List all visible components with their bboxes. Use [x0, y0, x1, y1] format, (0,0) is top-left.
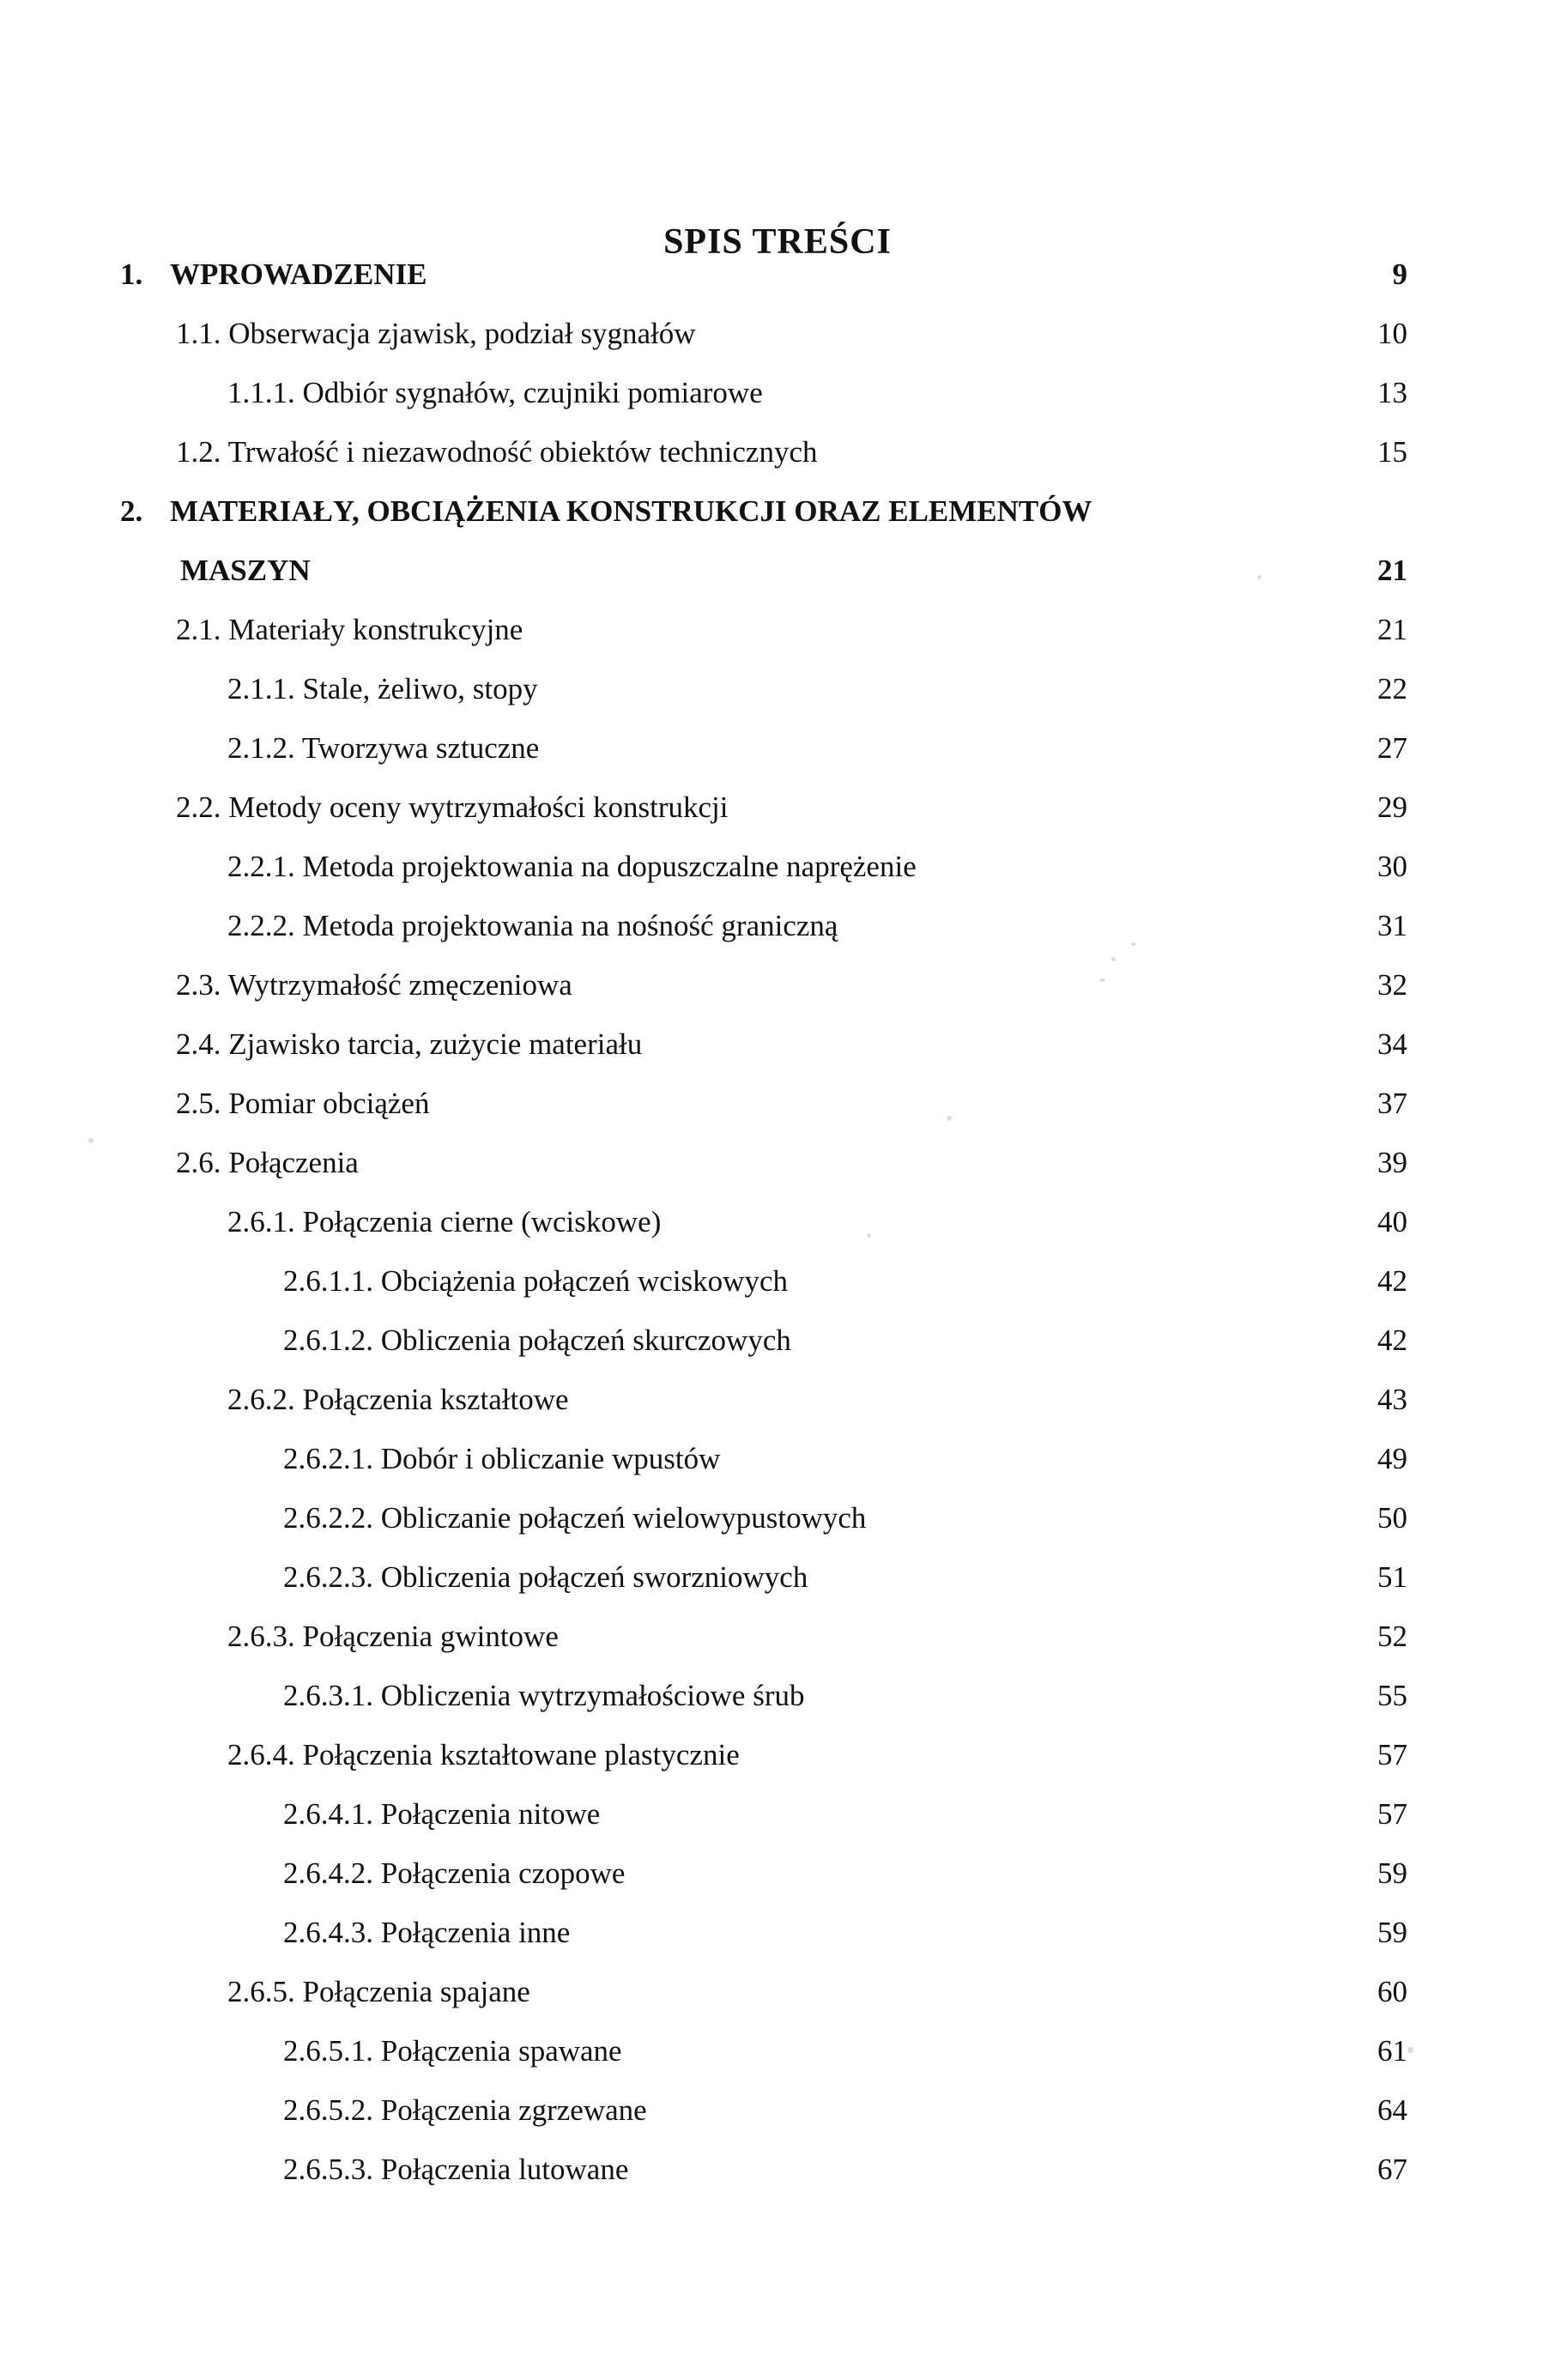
toc-entry-label: [283, 1264, 788, 1299]
toc-entry-number: 2.6.4.3.: [283, 1916, 373, 1949]
toc-entry-text: Połączenia: [228, 1146, 359, 1179]
toc-entry[interactable]: [120, 1975, 1433, 2034]
toc-entry-text: Połączenia zgrzewane: [380, 2093, 647, 2127]
toc-entry-text: Odbiór sygnałów, czujniki pomiarowe: [302, 376, 763, 409]
toc-entry-text: Pomiar obciążeń: [228, 1087, 430, 1120]
toc-entry-spacer: [295, 376, 303, 409]
toc-entry-label: [227, 850, 917, 884]
scan-speck: [1131, 942, 1136, 946]
toc-entry-label: [227, 672, 538, 706]
toc-entry-number: 2.4.: [176, 1027, 221, 1061]
toc-entry-text: Połączenia spawane: [380, 2034, 622, 2068]
toc-entry[interactable]: [120, 731, 1433, 790]
toc-entry-text: WPROWADZENIE: [170, 257, 427, 291]
toc-entry-page-number: 43: [1377, 1383, 1407, 1416]
toc-entry-page-number: 60: [1377, 1975, 1407, 2008]
toc-entry[interactable]: [120, 1383, 1433, 1442]
scan-speck: [88, 1138, 94, 1143]
toc-entry-page-number: 13: [1377, 376, 1407, 409]
toc-entry-page-number: 39: [1377, 1146, 1407, 1179]
toc-entry-page-number: 52: [1377, 1620, 1407, 1653]
toc-entry-text: Połączenia cierne (wciskowe): [302, 1205, 662, 1238]
toc-entry-label: [120, 494, 1092, 529]
toc-entry-label: [283, 2093, 647, 2128]
toc-entry[interactable]: [120, 909, 1433, 968]
toc-entry-text: Obliczenia połączeń sworzniowych: [380, 1560, 808, 1594]
scan-speck: [867, 1233, 871, 1238]
toc-entry-page-number: 42: [1377, 1264, 1407, 1298]
toc-entry-spacer: [221, 613, 229, 646]
toc-entry-label: [176, 1027, 642, 1062]
toc-entry-text: Stale, żeliwo, stopy: [302, 672, 538, 706]
toc-entry-text: Połączenia kształtowane plastycznie: [302, 1738, 740, 1771]
toc-entry-text: Połączenia gwintowe: [302, 1620, 559, 1653]
toc-entry-page-number: 21: [1377, 554, 1407, 587]
toc-entry-page-number: 50: [1377, 1501, 1407, 1535]
toc-entry-spacer: [295, 672, 303, 706]
toc-entry-spacer: [221, 968, 228, 1002]
toc-entry-spacer: [373, 1916, 381, 1949]
toc-entry-label: [176, 613, 523, 647]
toc-entry-text: Metoda projektowania na dopuszczalne naprężenie: [302, 850, 917, 883]
toc-entry-label: [176, 968, 572, 1002]
toc-entry-text: MATERIAŁY, OBCIĄŻENIA KONSTRUKCJI ORAZ ELEMENTÓW: [170, 494, 1092, 528]
toc-entry-label: [283, 2034, 622, 2068]
toc-entry-spacer: [373, 1323, 381, 1357]
toc-entry-number: 2.6.3.1.: [283, 1679, 373, 1712]
toc-entry-number: 2.1.2.: [227, 731, 295, 765]
toc-entry-text: Połączenia spajane: [302, 1975, 530, 2008]
toc-entry-spacer: [221, 790, 229, 824]
toc-entry-page-number: 37: [1377, 1087, 1407, 1120]
toc-entry-number: 2.6.4.1.: [283, 1797, 373, 1831]
scan-speck: [1257, 575, 1262, 579]
toc-entry[interactable]: [120, 1560, 1433, 1620]
page-title: SPIS TREŚCI: [663, 222, 892, 262]
toc-entry-spacer: [373, 1856, 381, 1890]
toc-entry-text: Połączenia inne: [380, 1916, 571, 1949]
toc-entry-page-number: 57: [1377, 1738, 1407, 1771]
toc-entry-spacer: [221, 1027, 229, 1061]
toc-entry-page-number: 57: [1377, 1797, 1407, 1831]
toc-entry[interactable]: [120, 1027, 1433, 1087]
toc-entry-page-number: 59: [1377, 1856, 1407, 1890]
toc-entry-page-number: 67: [1377, 2153, 1407, 2186]
toc-entry-label: [283, 1501, 866, 1535]
toc-entry-number: 2.6.1.1.: [283, 1264, 373, 1298]
toc-entry-number: 1.1.1.: [227, 376, 295, 409]
toc-entry-number: 2.6.2.3.: [283, 1560, 373, 1594]
toc-entry-label: [180, 554, 311, 588]
toc-entry-spacer: [373, 1501, 381, 1535]
toc-entry[interactable]: [120, 1620, 1433, 1679]
toc-entry-page-number: 21: [1377, 613, 1407, 646]
toc-entry-page-number: 31: [1377, 909, 1407, 942]
toc-entry-text: Połączenia kształtowe: [302, 1383, 569, 1416]
toc-entry-label: [283, 1560, 808, 1595]
toc-entry[interactable]: [120, 376, 1433, 435]
toc-entry-label: [283, 1442, 720, 1476]
toc-entry-spacer: [295, 1205, 303, 1238]
toc-entry-label: [227, 1620, 559, 1654]
toc-entry-spacer: [221, 1146, 229, 1179]
toc-entry[interactable]: [120, 1323, 1433, 1383]
toc-entry[interactable]: [120, 1205, 1433, 1264]
toc-entry-number: 2.5.: [176, 1087, 221, 1120]
toc-entry-text: Obserwacja zjawisk, podział sygnałów: [228, 317, 696, 350]
toc-entry-label: [176, 1087, 429, 1121]
toc-entry-page-number: 61: [1377, 2034, 1407, 2068]
toc-entry-label: [227, 1205, 661, 1239]
toc-entry-label: [227, 1738, 740, 1772]
toc-entry[interactable]: [120, 2153, 1433, 2212]
toc-entry-number: 2.2.: [176, 790, 221, 824]
toc-entry-number: 2.: [120, 494, 143, 528]
toc-entry-number: 1.2.: [176, 435, 221, 469]
toc-entry-text: Dobór i obliczanie wpustów: [380, 1442, 721, 1475]
toc-entry[interactable]: [120, 968, 1433, 1027]
scan-speck: [947, 1116, 952, 1121]
toc-entry-spacer: [373, 1560, 381, 1594]
toc-entry-spacer: [221, 435, 228, 469]
toc-entry-page-number: 29: [1377, 790, 1407, 824]
toc-entry[interactable]: [120, 1501, 1433, 1560]
toc-entry-number: 2.6.5.3.: [283, 2153, 373, 2186]
toc-entry-text: Połączenia nitowe: [380, 1797, 601, 1831]
toc-entry-number: 1.1.: [176, 317, 221, 350]
toc-entry-number: 2.6.4.2.: [283, 1856, 373, 1890]
toc-entry-page-number: 64: [1377, 2093, 1407, 2127]
toc-entry-text: Obliczenia wytrzymałościowe śrub: [380, 1679, 805, 1712]
toc-entry[interactable]: [120, 1679, 1433, 1738]
toc-entry-spacer: [373, 1797, 381, 1831]
toc-entry[interactable]: [120, 1916, 1433, 1975]
toc-entry[interactable]: [120, 1738, 1433, 1797]
toc-entry-spacer: [373, 1264, 381, 1298]
toc-entry-page-number: 22: [1377, 672, 1407, 706]
toc-entry-number: 2.6.5.1.: [283, 2034, 373, 2068]
toc-entry-label: [283, 1797, 600, 1832]
toc-entry-label: [283, 1323, 791, 1358]
toc-entry-spacer: [373, 2153, 381, 2186]
toc-entry[interactable]: [120, 1856, 1433, 1916]
toc-entry-spacer: [373, 1442, 381, 1475]
toc-entry-page-number: 9: [1392, 257, 1407, 291]
toc-entry-number: 2.6.2.1.: [283, 1442, 373, 1475]
toc-entry-text: Materiały konstrukcyjne: [228, 613, 523, 646]
scan-speck: [1407, 2047, 1413, 2053]
toc-entry-spacer: [373, 2093, 381, 2127]
toc-entry-page-number: 49: [1377, 1442, 1407, 1475]
toc-entry-number: 2.6.5.2.: [283, 2093, 373, 2127]
toc-entry-text: Wytrzymałość zmęczeniowa: [227, 968, 572, 1002]
toc-entry-number: 2.6.: [176, 1146, 221, 1179]
toc-entry-page-number: 59: [1377, 1916, 1407, 1949]
toc-entry-page-number: 32: [1377, 968, 1407, 1002]
toc-entry[interactable]: [120, 613, 1433, 672]
toc-entry-text: Zjawisko tarcia, zużycie materiału: [228, 1027, 643, 1061]
toc-entry[interactable]: [120, 1146, 1433, 1205]
toc-entry-text: MASZYN: [180, 554, 311, 587]
toc-entry-spacer: [221, 1087, 229, 1120]
toc-entry[interactable]: [120, 1264, 1433, 1323]
toc-entry[interactable]: [120, 850, 1433, 909]
toc-entry-label: [227, 1383, 569, 1417]
toc-entry-page-number: 15: [1377, 435, 1407, 469]
toc-entry-number: 2.6.2.2.: [283, 1501, 373, 1535]
toc-entry-label: [227, 731, 539, 766]
toc-entry[interactable]: [120, 790, 1433, 850]
toc-entry-number: 2.6.4.: [227, 1738, 295, 1771]
toc-entry-text: Obciążenia połączeń wciskowych: [380, 1264, 788, 1298]
toc-entry-number: 2.6.5.: [227, 1975, 295, 2008]
toc-entry[interactable]: [120, 1087, 1433, 1146]
toc-entry-page-number: 30: [1377, 850, 1407, 883]
toc-entry-number: 2.1.: [176, 613, 221, 646]
toc-entry-spacer: [295, 1620, 303, 1653]
toc-entry-spacer: [221, 317, 229, 350]
toc-entry[interactable]: [120, 672, 1433, 731]
toc-entry-label: [283, 1679, 804, 1713]
toc-entry-page-number: 10: [1377, 317, 1407, 350]
toc-entry-text: Połączenia lutowane: [380, 2153, 629, 2186]
toc-entry-text: Metody oceny wytrzymałości konstrukcji: [228, 790, 729, 824]
toc-entry-label: [227, 909, 838, 943]
toc-entry-label: [283, 2153, 628, 2187]
toc-entry-spacer: [295, 909, 303, 942]
toc-entry-text: Tworzywa sztuczne: [301, 731, 540, 765]
toc-entry[interactable]: [120, 2034, 1433, 2093]
toc-entry-page-number: 34: [1377, 1027, 1407, 1061]
toc-entry-label: [176, 435, 817, 469]
toc-entry-page-number: 27: [1377, 731, 1407, 765]
toc-entry-page-number: 51: [1377, 1560, 1407, 1594]
toc-entry-spacer: [295, 1383, 303, 1416]
toc-entry[interactable]: [120, 435, 1433, 494]
toc-entry-number: 2.6.3.: [227, 1620, 295, 1653]
toc-entry-label: [176, 317, 696, 351]
toc-entry-number: 2.1.1.: [227, 672, 295, 706]
toc-entry[interactable]: [120, 1442, 1433, 1501]
toc-entry-number: 1.: [120, 257, 143, 291]
toc-entry-page-number: 55: [1377, 1679, 1407, 1712]
toc-entry-number: 2.6.1.2.: [283, 1323, 373, 1357]
toc-entry-label: [283, 1856, 625, 1891]
toc-entry[interactable]: [120, 494, 1433, 554]
toc-entry[interactable]: [120, 2093, 1433, 2153]
toc-entry-text: Metoda projektowania na nośność graniczną: [302, 909, 838, 942]
toc-entry[interactable]: [120, 1797, 1433, 1856]
toc-entry-spacer: [373, 1679, 381, 1712]
toc-entry-spacer: [295, 850, 303, 883]
toc-entry-number: 2.2.2.: [227, 909, 295, 942]
toc-entry-number: 2.6.2.: [227, 1383, 295, 1416]
scan-speck: [1111, 957, 1116, 961]
scan-speck: [1099, 978, 1105, 982]
toc-entry-spacer: [295, 1738, 303, 1771]
toc-entry-text: Połączenia czopowe: [380, 1856, 626, 1890]
toc-entry[interactable]: [120, 317, 1433, 376]
toc-entry-text: Obliczanie połączeń wielowypustowych: [380, 1501, 867, 1535]
toc-entry-spacer: [373, 2034, 381, 2068]
toc-entry-page-number: 42: [1377, 1323, 1407, 1357]
toc-entry-label: [120, 257, 427, 292]
toc-entry-label: [176, 790, 728, 825]
toc-entry-text: Obliczenia połączeń skurczowych: [380, 1323, 791, 1357]
table-of-contents: [120, 257, 1433, 2212]
toc-entry-text: Trwałość i niezawodność obiektów technicznych: [227, 435, 818, 469]
toc-entry-page-number: 40: [1377, 1205, 1407, 1238]
toc-entry-number: 2.6.1.: [227, 1205, 295, 1238]
toc-entry-number: 2.3.: [176, 968, 221, 1002]
toc-entry-label: [227, 376, 763, 410]
toc-entry[interactable]: [120, 554, 1433, 613]
toc-entry-spacer: [295, 731, 302, 765]
toc-entry-spacer: [295, 1975, 303, 2008]
toc-entry-number: 2.2.1.: [227, 850, 295, 883]
toc-entry[interactable]: [120, 257, 1433, 317]
toc-entry-label: [283, 1916, 570, 1950]
toc-entry-label: [176, 1146, 359, 1180]
toc-entry-label: [227, 1975, 530, 2009]
